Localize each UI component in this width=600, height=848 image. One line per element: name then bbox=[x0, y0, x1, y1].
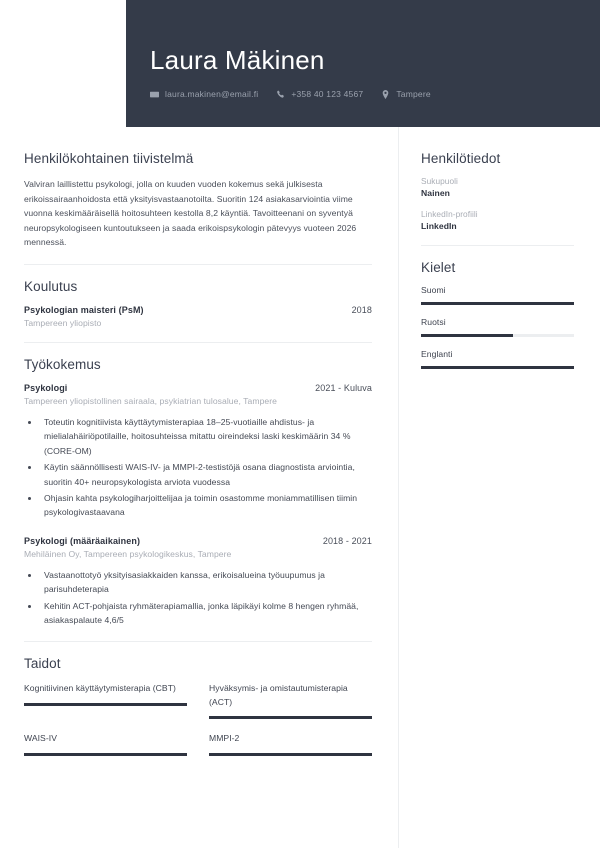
entry-date: 2021 - Kuluva bbox=[315, 382, 372, 393]
entry-head bbox=[24, 383, 372, 393]
language-item bbox=[421, 285, 574, 305]
contact-location-text: Tampere bbox=[396, 89, 431, 99]
skill-label: WAIS-IV bbox=[24, 733, 57, 744]
language-level-fill bbox=[421, 334, 513, 337]
experience-title: Työkokemus bbox=[24, 356, 101, 372]
main-column bbox=[0, 127, 398, 848]
entry-title: Psykologi (määräaikainen) bbox=[24, 535, 141, 546]
sidebar-column bbox=[398, 127, 600, 848]
language-level-fill bbox=[421, 366, 574, 369]
entry-title: Psykologian maisteri (PsM) bbox=[24, 304, 144, 315]
contact-email-text: laura.makinen@email.fi bbox=[165, 89, 259, 99]
language-level-track bbox=[421, 366, 574, 369]
bullet-item: • Toteutin kognitiivista käyttäytymisterapiaa 18–25-vuotiaille ahdistus- ja mielialahäiriöpotilaille, hoitosuhteissa mitattu oireindeksi laski keskimäärin 34 % (CORE-OM) bbox=[40, 415, 372, 458]
resume-body bbox=[0, 127, 600, 848]
education-title: Koulutus bbox=[24, 278, 78, 294]
contact-phone-text: +358 40 123 4567 bbox=[291, 89, 364, 99]
section-skills bbox=[24, 656, 372, 756]
section-languages bbox=[421, 260, 574, 369]
personal-details-title: Henkilötiedot bbox=[421, 151, 501, 166]
language-level-track bbox=[421, 302, 574, 305]
contact-email[interactable] bbox=[150, 89, 258, 99]
section-education bbox=[24, 279, 372, 328]
skills-grid bbox=[24, 682, 372, 756]
skill-level-bar bbox=[209, 753, 372, 756]
skill-label: MMPI-2 bbox=[209, 733, 240, 744]
languages-title: Kielet bbox=[421, 260, 456, 275]
skill-item bbox=[209, 682, 372, 719]
education-entry bbox=[24, 305, 372, 328]
entry-head bbox=[24, 536, 372, 546]
skill-label: Hyväksymis- ja omistautumisterapia (ACT) bbox=[209, 683, 348, 707]
candidate-name: Laura Mäkinen bbox=[150, 45, 325, 75]
divider bbox=[421, 245, 574, 246]
divider bbox=[24, 641, 372, 642]
entry-date: 2018 bbox=[351, 304, 372, 315]
entry-date: 2018 - 2021 bbox=[322, 535, 372, 546]
contact-phone[interactable] bbox=[276, 89, 363, 99]
language-level-track bbox=[421, 334, 574, 337]
detail-linkedin[interactable] bbox=[421, 209, 574, 231]
skill-level-bar bbox=[209, 716, 372, 719]
experience-entry bbox=[24, 383, 372, 520]
entry-bullets bbox=[40, 415, 372, 520]
summary-text: Valviran laillistettu psykologi, jolla on kuuden vuoden kokemus sekä julkisesta erikoissairaanhoidosta että yksityisvastaanotoilta. Suoritin 124 asiakasarviointia viime vuonna keskimääräisellä hoitosuhteen kestolla 8,2 käyntiä. Tavoitteenani on syventyä neuropsykologiseen kuntoutukseen ja saada erikoispsykologin pätevyys vuoteen 2026 mennessä. bbox=[24, 179, 357, 248]
location-pin-icon bbox=[381, 90, 390, 99]
skill-item bbox=[209, 732, 372, 756]
section-summary bbox=[24, 151, 372, 250]
contact-location[interactable] bbox=[381, 89, 430, 99]
skills-title: Taidot bbox=[24, 656, 61, 672]
language-item bbox=[421, 317, 574, 337]
bullet-item: • Kehitin ACT-pohjaista ryhmäterapiamallia, jonka läpikäyi kolme 8 hengen ryhmää, asiakaspalaute 4,6/5 bbox=[40, 599, 372, 628]
divider bbox=[24, 264, 372, 265]
envelope-icon bbox=[150, 90, 159, 99]
entry-bullets bbox=[40, 568, 372, 628]
skill-label: Kognitiivinen käyttäytymisterapia (CBT) bbox=[24, 683, 176, 694]
language-name: Suomi bbox=[421, 285, 446, 295]
resume-header bbox=[126, 0, 600, 127]
entry-title: Psykologi bbox=[24, 382, 68, 393]
bullet-item: • Vastaanottotyö yksityisasiakkaiden kanssa, erikoisalueina työuupumus ja parisuhdeterapia bbox=[40, 568, 372, 597]
skill-level-bar bbox=[24, 703, 187, 706]
entry-subtitle: Tampereen yliopisto bbox=[24, 317, 102, 328]
bullet-item: • Käytin säännöllisesti WAIS-IV- ja MMPI-2-testistöjä osana diagnostista arviointia, suoritin 40+ neuropsykologista arviota vuodessa bbox=[40, 460, 372, 489]
detail-value[interactable]: LinkedIn bbox=[421, 221, 457, 231]
contact-row bbox=[150, 89, 600, 99]
divider bbox=[24, 342, 372, 343]
detail-label: Sukupuoli bbox=[421, 176, 458, 186]
language-level-fill bbox=[421, 302, 574, 305]
language-item bbox=[421, 349, 574, 369]
skill-item bbox=[24, 682, 187, 719]
spacer bbox=[24, 522, 372, 536]
entry-subtitle: Tampereen yliopistollinen sairaala, psykiatrian tulosalue, Tampere bbox=[24, 395, 277, 406]
section-experience bbox=[24, 357, 372, 627]
bullet-item: • Ohjasin kahta psykologiharjoittelijaa ja toimin osastomme moniammatillisen tiimin psykologivastaavana bbox=[40, 491, 372, 520]
entry-subtitle: Mehiläinen Oy, Tampereen psykologikeskus, Tampere bbox=[24, 548, 232, 559]
language-name: Englanti bbox=[421, 349, 453, 359]
detail-value: Nainen bbox=[421, 188, 450, 198]
section-personal-details bbox=[421, 151, 574, 231]
detail-label: LinkedIn-profiili bbox=[421, 209, 478, 219]
skill-level-bar bbox=[24, 753, 187, 756]
entry-head bbox=[24, 305, 372, 315]
skill-item bbox=[24, 732, 187, 756]
language-name: Ruotsi bbox=[421, 317, 446, 327]
detail-gender bbox=[421, 176, 574, 198]
experience-entry bbox=[24, 536, 372, 628]
summary-title: Henkilökohtainen tiivistelmä bbox=[24, 151, 194, 166]
phone-icon bbox=[276, 90, 285, 99]
